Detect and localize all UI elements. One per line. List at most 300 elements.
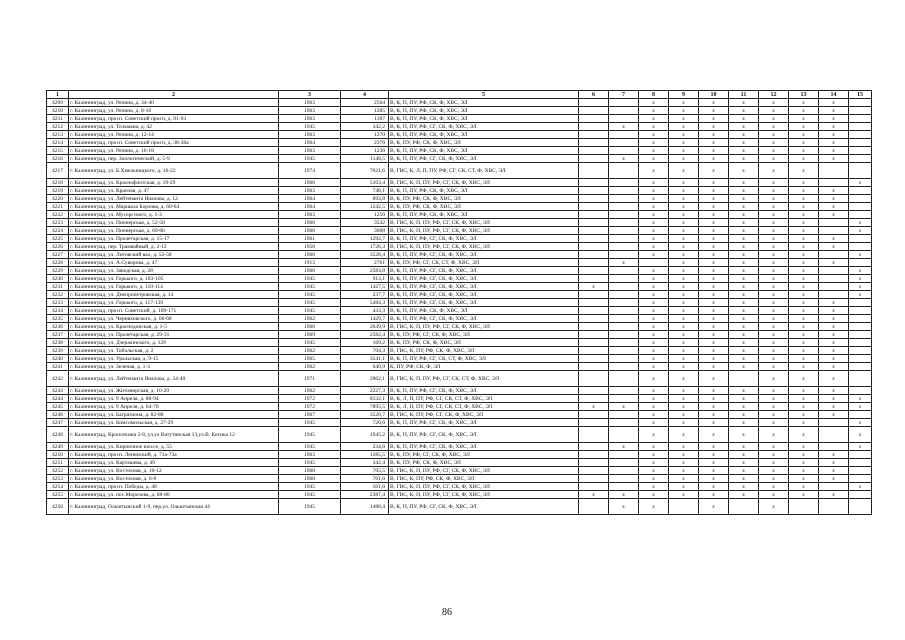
mark-cell: x [639, 267, 669, 275]
mark-cell: x [669, 355, 699, 363]
mark-cell: x [669, 291, 699, 299]
mark-cell: x [639, 371, 669, 387]
mark-cell [609, 147, 639, 155]
column-header: 1 [47, 91, 69, 99]
year-cell: 1958 [279, 243, 341, 251]
mark-cell: x [819, 115, 849, 123]
address-cell: г. Калининград, ул. Репина, д. 8-10 [69, 107, 279, 115]
mark-cell: x [849, 251, 872, 259]
area-cell: 5484,3 [341, 299, 389, 307]
year-cell: 1962 [279, 387, 341, 395]
mark-cell: x [669, 371, 699, 387]
table-row [47, 419, 872, 427]
area-cell: 2564 [341, 99, 389, 107]
mark-cell: x [669, 203, 699, 211]
mark-cell: x [819, 147, 849, 155]
year-cell: 1962 [279, 363, 341, 371]
mark-cell: x [789, 163, 819, 179]
mark-cell [609, 371, 639, 387]
area-cell: 2862,1 [341, 371, 389, 387]
table-row [47, 475, 872, 483]
mark-cell [609, 347, 639, 355]
mark-cell: x [789, 467, 819, 475]
mark-cell: x [729, 467, 759, 475]
table-row [47, 339, 872, 347]
mark-cell: x [639, 427, 669, 443]
table-row [47, 363, 872, 371]
address-cell: г. Калининград, просп. Ленинский, д. 71а-73а [69, 451, 279, 459]
mark-cell: x [639, 275, 669, 283]
mark-cell: x [849, 427, 872, 443]
row-number-cell: 4230 [47, 275, 69, 283]
mark-cell [609, 307, 639, 315]
area-cell: 3520,7 [341, 411, 389, 419]
mark-cell [579, 291, 609, 299]
table-row [47, 107, 872, 115]
mark-cell: x [759, 323, 789, 331]
mark-cell: x [729, 211, 759, 219]
mark-cell: x [789, 475, 819, 483]
mark-cell: x [669, 467, 699, 475]
mark-cell: x [759, 123, 789, 131]
mark-cell: x [819, 187, 849, 195]
mark-cell: x [729, 387, 759, 395]
mark-cell: x [729, 251, 759, 259]
area-cell: 2376 [341, 139, 389, 147]
works-cell: В, ГВС, К, П, ПУ, РФ, СГ, СК, Ф, ХВС, ЭЛ [389, 323, 579, 331]
mark-cell: x [639, 283, 669, 291]
mark-cell: x [699, 275, 729, 283]
mark-cell [849, 387, 872, 395]
works-cell: В, ГВС, К, П, ПУ, РФ, СГ, СК, Ф, ХВС, ЭЛ [389, 243, 579, 251]
mark-cell: x [669, 195, 699, 203]
row-number-cell: 4235 [47, 315, 69, 323]
mark-cell: x [699, 291, 729, 299]
address-cell: г. Калининград, ул. Зеленая, д. 1-3 [69, 363, 279, 371]
works-cell: В, ГВС, К, Л, П, ПУ, РФ, СГ, СК, СТ, Ф, ХВС, ЭЛ [389, 163, 579, 179]
mark-cell: x [789, 371, 819, 387]
mark-cell [849, 299, 872, 307]
mark-cell: x [579, 283, 609, 291]
mark-cell: x [639, 251, 669, 259]
mark-cell: x [699, 131, 729, 139]
mark-cell: x [759, 451, 789, 459]
mark-cell: x [789, 115, 819, 123]
area-cell: 1488,4 [341, 499, 389, 515]
works-cell: В, К, ПУ, РФ, СК, Ф, ХВС, ЭЛ [389, 459, 579, 467]
mark-cell: x [789, 403, 819, 411]
mark-cell: x [699, 395, 729, 403]
mark-cell: x [699, 283, 729, 291]
row-number-cell: 4223 [47, 219, 69, 227]
mark-cell [579, 467, 609, 475]
address-cell: г. Калининград, ул. Б.Хмельницкого, д. 16-22 [69, 163, 279, 179]
mark-cell [849, 491, 872, 499]
area-cell: 234,6 [341, 443, 389, 451]
mark-cell: x [639, 107, 669, 115]
mark-cell: x [669, 123, 699, 131]
row-number-cell: 4221 [47, 203, 69, 211]
works-cell: В, К, П, ПУ, РФ, СК, Ф, ХВС, ЭЛ [389, 107, 579, 115]
mark-cell: x [699, 387, 729, 395]
year-cell: 1968 [279, 323, 341, 331]
mark-cell: x [639, 243, 669, 251]
mark-cell [609, 451, 639, 459]
mark-cell [579, 219, 609, 227]
row-number-cell: 4244 [47, 395, 69, 403]
address-cell: г. Калининград, ул. Горького, д. 110-114 [69, 283, 279, 291]
mark-cell: x [819, 467, 849, 475]
mark-cell [579, 451, 609, 459]
mark-cell [849, 451, 872, 459]
mark-cell: x [669, 187, 699, 195]
mark-cell: x [639, 403, 669, 411]
mark-cell: x [639, 355, 669, 363]
mark-cell: x [849, 483, 872, 491]
mark-cell: x [699, 267, 729, 275]
mark-cell: x [819, 211, 849, 219]
mark-cell [849, 323, 872, 331]
works-cell: В, К, П, ПУ, РФ, СГ, СК, Ф, ХВС, ЭЛ [389, 299, 579, 307]
mark-cell: x [699, 139, 729, 147]
mark-cell: x [639, 395, 669, 403]
mark-cell [609, 187, 639, 195]
row-number-cell: 4213 [47, 131, 69, 139]
mark-cell [609, 107, 639, 115]
table-row [47, 283, 872, 291]
table-row [47, 467, 872, 475]
mark-cell: x [699, 331, 729, 339]
mark-cell [849, 235, 872, 243]
mark-cell: x [729, 451, 759, 459]
mark-cell: x [819, 363, 849, 371]
mark-cell: x [699, 499, 729, 515]
mark-cell: x [639, 195, 669, 203]
mark-cell: x [669, 451, 699, 459]
mark-cell: x [639, 323, 669, 331]
row-number-cell: 4229 [47, 267, 69, 275]
mark-cell: x [729, 443, 759, 451]
mark-cell [609, 427, 639, 443]
table-row [47, 347, 872, 355]
mark-cell: x [609, 491, 639, 499]
mark-cell: x [819, 315, 849, 323]
mark-cell [609, 363, 639, 371]
mark-cell [579, 355, 609, 363]
mark-cell: x [729, 315, 759, 323]
mark-cell [849, 195, 872, 203]
mark-cell: x [669, 299, 699, 307]
mark-cell: x [789, 203, 819, 211]
row-number-cell: 4234 [47, 307, 69, 315]
works-cell: В, К, ПУ, РФ, СК, Ф, ХВС, ЭЛ [389, 195, 579, 203]
mark-cell: x [669, 227, 699, 235]
mark-cell [579, 459, 609, 467]
row-number-cell: 4253 [47, 475, 69, 483]
mark-cell: x [759, 483, 789, 491]
table-row [47, 99, 872, 107]
mark-cell [849, 187, 872, 195]
table-row [47, 491, 872, 499]
mark-cell: x [669, 275, 699, 283]
mark-cell: x [819, 323, 849, 331]
mark-cell: x [789, 347, 819, 355]
mark-cell: x [669, 411, 699, 419]
year-cell: 1945 [279, 419, 341, 427]
table-row [47, 387, 872, 395]
year-cell: 1968 [279, 219, 341, 227]
area-cell: 7621,6 [341, 163, 389, 179]
mark-cell [579, 187, 609, 195]
mark-cell: x [669, 459, 699, 467]
mark-cell [639, 259, 669, 267]
mark-cell [819, 251, 849, 259]
area-cell: 701,6 [341, 475, 389, 483]
mark-cell: x [759, 219, 789, 227]
mark-cell [579, 427, 609, 443]
mark-cell: x [669, 99, 699, 107]
mark-cell: x [699, 467, 729, 475]
mark-cell: x [789, 323, 819, 331]
mark-cell: x [789, 451, 819, 459]
mark-cell: x [819, 203, 849, 211]
mark-cell [579, 267, 609, 275]
mark-cell: x [789, 331, 819, 339]
column-header: 2 [69, 91, 279, 99]
mark-cell: x [669, 491, 699, 499]
mark-cell: x [789, 259, 819, 267]
mark-cell: x [789, 219, 819, 227]
works-cell: В, К, П, ПУ, РФ, СГ, СК, Ф, ХВС, ЭЛ [389, 283, 579, 291]
address-cell: г. Калининград, ул. Краснофлотская, д. 19-29 [69, 179, 279, 187]
table-row [47, 323, 872, 331]
mark-cell [579, 195, 609, 203]
mark-cell: x [849, 283, 872, 291]
mark-cell: x [849, 275, 872, 283]
mark-cell: x [639, 491, 669, 499]
mark-cell: x [819, 459, 849, 467]
area-cell: 1236 [341, 147, 389, 155]
mark-cell: x [699, 403, 729, 411]
mark-cell: x [699, 355, 729, 363]
year-cell: 1945 [279, 307, 341, 315]
year-cell: 1969 [279, 331, 341, 339]
mark-cell: x [699, 323, 729, 331]
mark-cell: x [699, 195, 729, 203]
table-row [47, 227, 872, 235]
mark-cell: x [789, 227, 819, 235]
mark-cell [579, 179, 609, 187]
mark-cell: x [759, 243, 789, 251]
mark-cell [579, 139, 609, 147]
area-cell: 1187 [341, 115, 389, 123]
year-cell: 1968 [279, 267, 341, 275]
row-number-cell: 4212 [47, 123, 69, 131]
table-row [47, 459, 872, 467]
column-header: 13 [789, 91, 819, 99]
mark-cell: x [699, 491, 729, 499]
mark-cell: x [819, 131, 849, 139]
mark-cell: x [849, 443, 872, 451]
row-number-cell: 4231 [47, 283, 69, 291]
mark-cell [579, 395, 609, 403]
address-cell: г. Калининград, ул. 9 Апреля, д. 64-70 [69, 403, 279, 411]
mark-cell: x [639, 419, 669, 427]
mark-cell: x [729, 107, 759, 115]
row-number-cell: 4222 [47, 211, 69, 219]
mark-cell [609, 387, 639, 395]
mark-cell: x [729, 219, 759, 227]
mark-cell: x [699, 187, 729, 195]
table-row [47, 259, 872, 267]
mark-cell: x [789, 315, 819, 323]
mark-cell [849, 147, 872, 155]
mark-cell: x [759, 187, 789, 195]
mark-cell: x [819, 403, 849, 411]
address-cell: г. Калининград, ул. Репина, д. 12-14 [69, 131, 279, 139]
address-cell: г. Калининград, Кропоткина 2-8, ул.ул Ватутинская 13,ул.В. Котика 12 [69, 427, 279, 443]
mark-cell: x [639, 467, 669, 475]
mark-cell: x [819, 107, 849, 115]
table-row [47, 163, 872, 179]
mark-cell: x [729, 99, 759, 107]
mark-cell [849, 211, 872, 219]
mark-cell [819, 219, 849, 227]
row-number-cell: 4241 [47, 363, 69, 371]
mark-cell: x [819, 243, 849, 251]
mark-cell: x [699, 163, 729, 179]
works-cell: В, К, П, ПУ, РФ, СГ, СК, Ф, ХВС, ЭЛ [389, 251, 579, 259]
mark-cell: x [699, 483, 729, 491]
mark-cell: x [849, 395, 872, 403]
address-cell: г. Калининград, ул. Черняховского, д. 66-68 [69, 315, 279, 323]
year-cell: 1945 [279, 275, 341, 283]
mark-cell: x [639, 131, 669, 139]
year-cell: 1974 [279, 163, 341, 179]
year-cell: 1963 [279, 107, 341, 115]
address-cell: г. Калининград, пер. Зоологический, д. 5-9 [69, 155, 279, 163]
mark-cell: x [729, 411, 759, 419]
mark-cell [579, 259, 609, 267]
mark-cell: x [669, 243, 699, 251]
row-number-cell: 4211 [47, 115, 69, 123]
mark-cell: x [699, 155, 729, 163]
mark-cell: x [759, 355, 789, 363]
year-cell: 1945 [279, 339, 341, 347]
year-cell: 1961 [279, 235, 341, 243]
address-cell: г. Калининград, просп. Победы, д. 48 [69, 483, 279, 491]
mark-cell [849, 259, 872, 267]
mark-cell [609, 283, 639, 291]
mark-cell: x [609, 259, 639, 267]
works-cell: В, К, П, ПУ, РФ, СГ, СК, Ф, ХВС, ЭЛ [389, 267, 579, 275]
mark-cell: x [699, 419, 729, 427]
mark-cell: x [639, 227, 669, 235]
page-number: 86 [442, 607, 452, 618]
mark-cell [609, 339, 639, 347]
mark-cell: x [849, 419, 872, 427]
mark-cell: x [849, 227, 872, 235]
mark-cell: x [669, 267, 699, 275]
area-cell: 893,8 [341, 195, 389, 203]
mark-cell [789, 499, 819, 515]
area-cell: 913,1 [341, 275, 389, 283]
address-cell: г. Калининград, ул. Восточная, д. 10-12 [69, 467, 279, 475]
mark-cell: x [789, 427, 819, 443]
works-cell: В, К, П, ПУ, РФ, СГ, СК, Ф, ХВС, ЭЛ [389, 427, 579, 443]
area-cell: 640,9 [341, 363, 389, 371]
mark-cell: x [759, 267, 789, 275]
column-header: 3 [279, 91, 341, 99]
area-cell: 1726,3 [341, 243, 389, 251]
year-cell: 1971 [279, 371, 341, 387]
works-cell: В, К, П, ПУ, РФ, СГ, СК, Ф, ХВС, ЭЛ [389, 499, 579, 515]
mark-cell: x [789, 187, 819, 195]
table-row [47, 187, 872, 195]
address-cell: г. Калининград, ул. Житомирская, д. 16-20 [69, 387, 279, 395]
year-cell: 1945 [279, 491, 341, 499]
mark-cell: x [699, 203, 729, 211]
year-cell: 1964 [279, 203, 341, 211]
mark-cell [819, 483, 849, 491]
mark-cell: x [669, 139, 699, 147]
area-cell: 2761 [341, 259, 389, 267]
mark-cell: x [669, 419, 699, 427]
mark-cell [819, 163, 849, 179]
address-cell: г. Калининград, ул. Дзержинского, д. 129 [69, 339, 279, 347]
area-cell: 5103,4 [341, 179, 389, 187]
address-cell: г. Калининград, ул. Маршала Борзова, д. 60-64 [69, 203, 279, 211]
mark-cell: x [669, 315, 699, 323]
mark-cell: x [819, 347, 849, 355]
mark-cell: x [669, 235, 699, 243]
mark-cell [609, 355, 639, 363]
mark-cell [579, 163, 609, 179]
mark-cell: x [699, 443, 729, 451]
row-number-cell: 4251 [47, 459, 69, 467]
mark-cell: x [819, 395, 849, 403]
mark-cell: x [669, 395, 699, 403]
address-cell: г. Калининград, ул. Горького, д. 103-105 [69, 275, 279, 283]
mark-cell: x [639, 475, 669, 483]
mark-cell [579, 299, 609, 307]
mark-cell: x [639, 299, 669, 307]
area-cell: 705,5 [341, 467, 389, 475]
row-number-cell: 4247 [47, 419, 69, 427]
works-cell: В, К, П, ПУ, РФ, СК, Ф, ХВС, ЭЛ [389, 99, 579, 107]
year-cell: 1945 [279, 459, 341, 467]
mark-cell: x [639, 363, 669, 371]
mark-cell: x [729, 307, 759, 315]
mark-cell: x [759, 131, 789, 139]
mark-cell: x [759, 147, 789, 155]
mark-cell [849, 123, 872, 131]
mark-cell: x [699, 235, 729, 243]
address-cell: г. Калининград, ул. Репина, д. 34-40 [69, 99, 279, 107]
mark-cell: x [699, 475, 729, 483]
row-number-cell: 4215 [47, 147, 69, 155]
mark-cell: x [699, 299, 729, 307]
mark-cell [609, 411, 639, 419]
mark-cell [609, 203, 639, 211]
mark-cell [819, 443, 849, 451]
mark-cell: x [789, 179, 819, 187]
mark-cell: x [789, 107, 819, 115]
works-cell: В, К, П, ПУ, РФ, СГ, СК, Ф, ХВС, ЭЛ [389, 315, 579, 323]
mark-cell [579, 363, 609, 371]
mark-cell [729, 499, 759, 515]
mark-cell: x [849, 403, 872, 411]
